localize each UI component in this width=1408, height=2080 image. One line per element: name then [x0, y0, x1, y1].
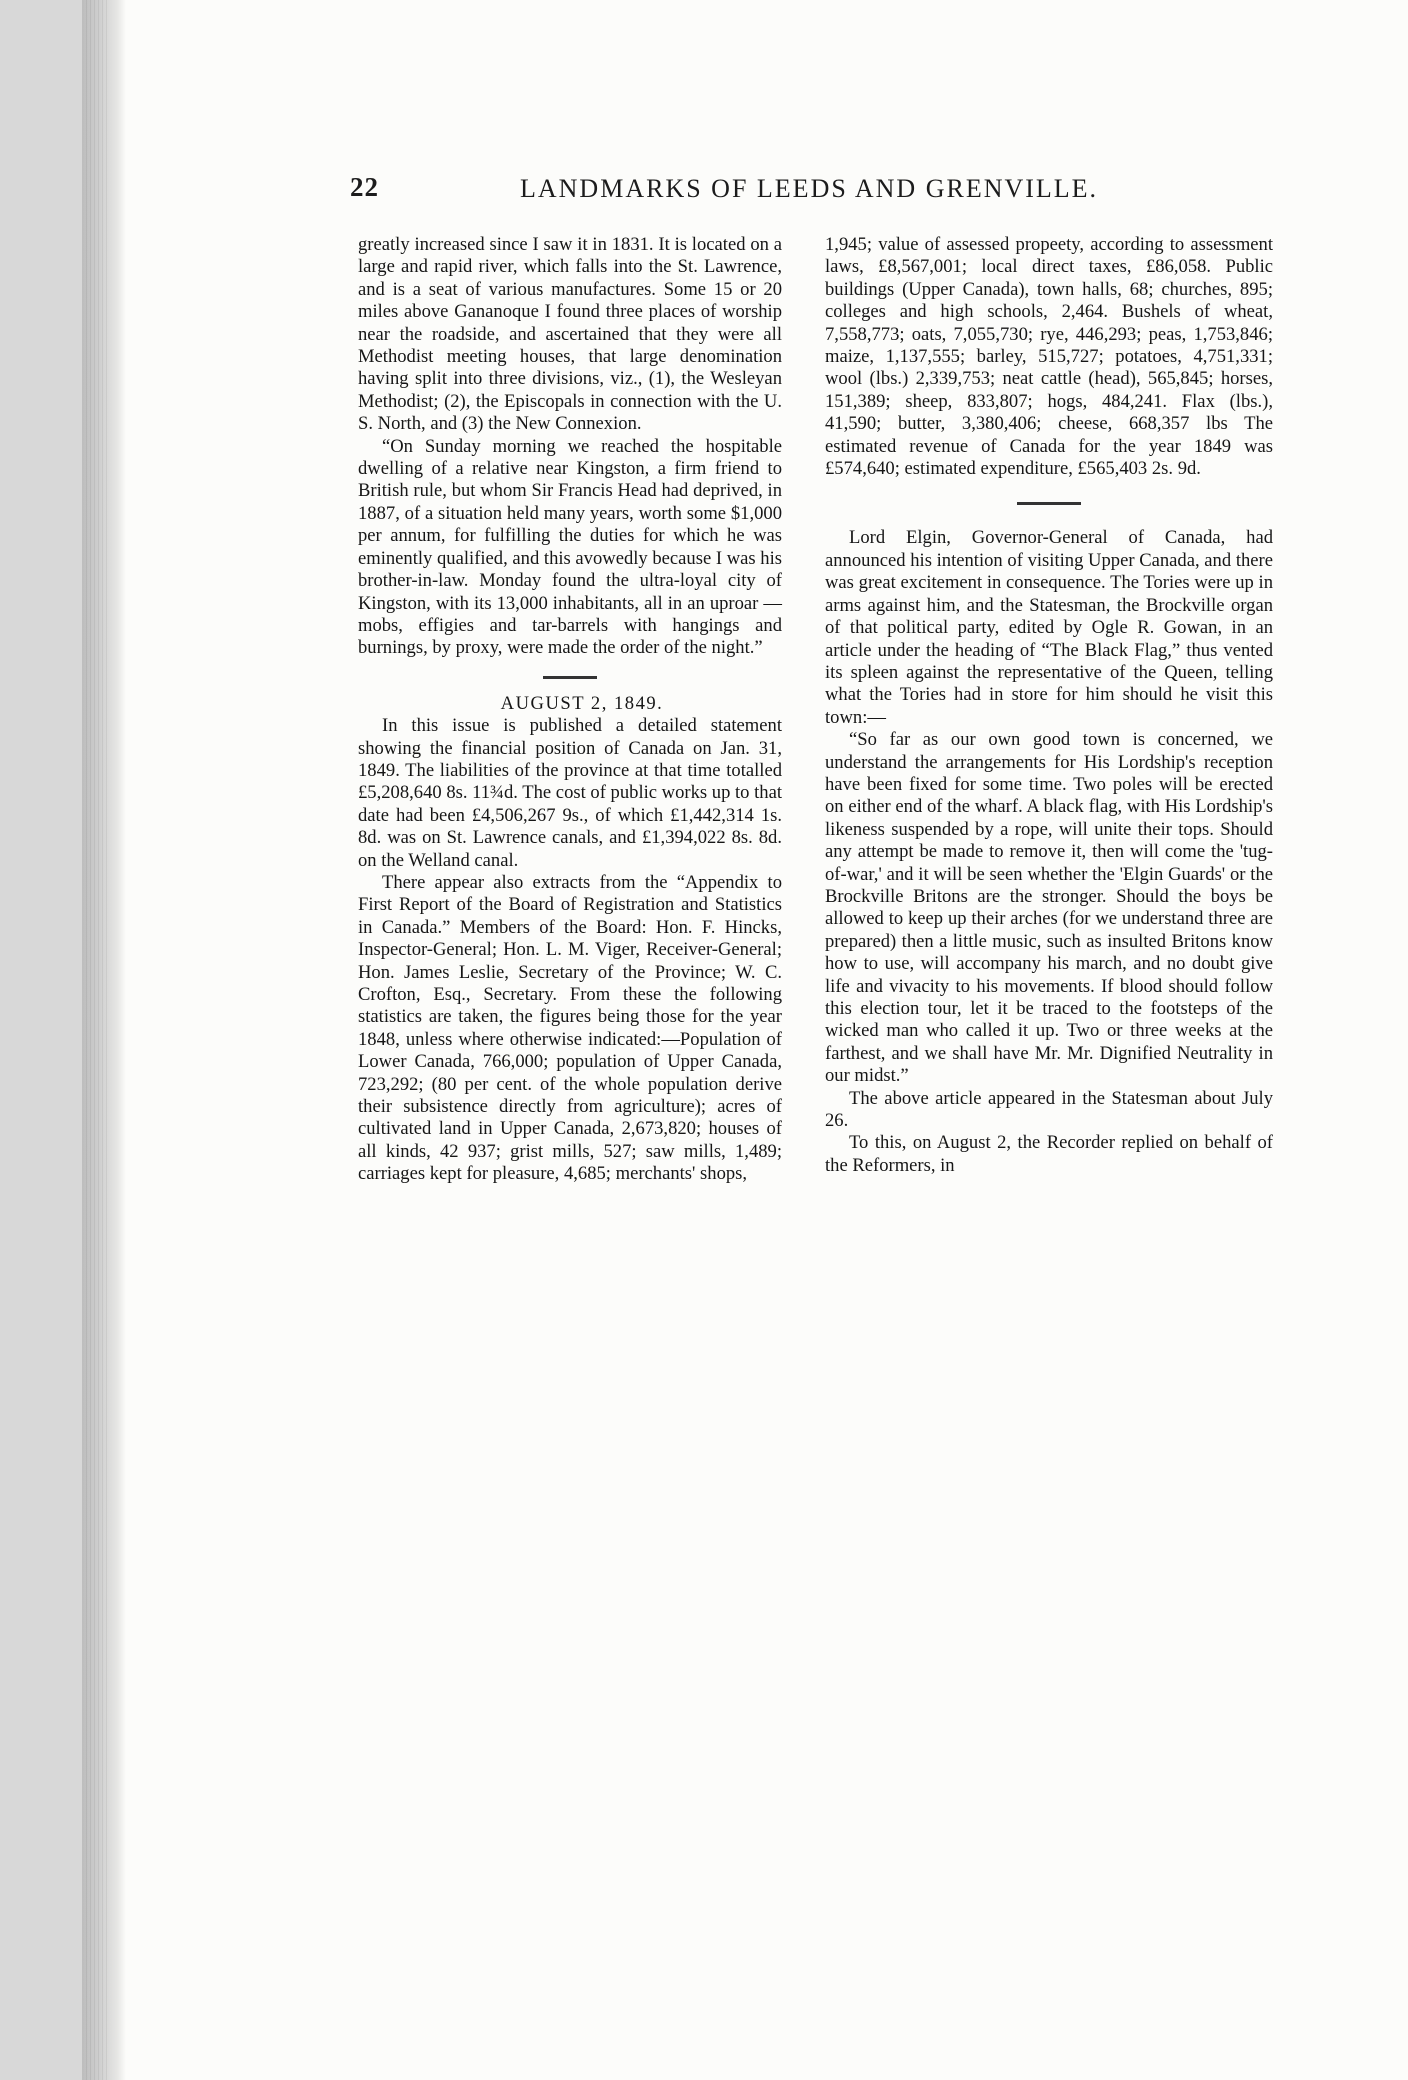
- left-column: [358, 234, 782, 1186]
- paragraph: The above article appeared in the Statesman about July 26.: [825, 1087, 1273, 1132]
- paragraph: “On Sunday morning we reached the hospitable dwelling of a relative near Kingston, a firm friend to British rule, but whom Sir Francis Head had deprived, in 1887, of a situation held many years, worth some $1,000 per annum, for fulfilling the duties for which he was eminently qualified, and this avowedly because I was his brother-in-law. Monday found the ultra-loyal city of Kingston, with its 13,000 inhabitants, all in an uproar —mobs, effigies and tar-barrels with hangings and burnings, by proxy, were made the order of the night.”: [358, 435, 782, 659]
- section-heading: AUGUST 2, 1849.: [500, 692, 664, 714]
- section-divider: [1017, 502, 1081, 505]
- paragraph: greatly increased since I saw it in 1831. It is located on a large and rapid river, which falls into the St. Lawrence, and is a seat of various manufactures. Some 15 or 20 miles above Gananoque I found three places of worship near the roadside, and ascertained that they were all Methodist meeting houses, that large denomination having split into three divisions, viz., (1), the Wesleyan Methodist; (2), the Episcopals in connection with the U. S. North, and (3) the New Connexion.: [358, 234, 782, 435]
- running-head: LANDMARKS OF LEEDS AND GRENVILLE.: [520, 174, 1099, 203]
- page-number: 22: [350, 172, 379, 202]
- right-column: [825, 234, 1273, 1177]
- paragraph: To this, on August 2, the Recorder replied on behalf of the Reformers, in: [825, 1132, 1273, 1176]
- paragraph: 1,945; value of assessed propeety, according to assessment laws, £8,567,001; local direct taxes, £86,058. Public buildings (Upper Canada), town halls, 68; churches, 895; colleges and high schools, 2,464. Bushels of wheat, 7,558,773; oats, 7,055,730; rye, 446,293; peas, 1,753,846; maize, 1,137,555; barley, 515,727; potatoes, 4,751,331; wool (lbs.) 2,339,753; neat cattle (head), 565,845; horses, 151,389; sheep, 833,807; hogs, 484,241. Flax (lbs.), 41,590; butter, 3,380,406; cheese, 668,357 lbs The estimated revenue of Canada for the year 1849 was £574,640; estimated expenditure, £565,403 2s. 9d.: [825, 234, 1273, 480]
- page-header: [350, 172, 1280, 216]
- section-divider: [543, 676, 597, 679]
- paragraph: Lord Elgin, Governor-General of Canada, had announced his intention of visiting Upper Canada, and there was great excitement in consequence. The Tories were up in arms against him, and the Statesman, the Brockville organ of that political party, edited by Ogle R. Gowan, in an article under the heading of “The Black Flag,” thus vented its spleen against the representative of the Queen, telling what the Tories had in store for him should he visit this town:—: [825, 527, 1273, 728]
- page-edge-lines: [86, 0, 108, 2080]
- paragraph: In this issue is published a detailed statement showing the financial position of Canada on Jan. 31, 1849. The liabilities of the province at that time totalled £5,208,640 8s. 11¾d. The cost of public works up to that date had been £4,506,267 9s., of which £1,442,314 1s. 8d. was on St. Lawrence canals, and £1,394,022 8s. 8d. on the Welland canal.: [358, 715, 783, 871]
- paragraph: “So far as our own good town is concerned, we understand the arrangements for His Lordship's reception have been fixed for some time. Two poles will be erected on either end of the wharf. A black flag, with His Lordship's likeness suspended by a rope, will unite their tops. Should any attempt be made to remove it, then will come the 'tug-of-war,' and it will be seen whether the 'Elgin Guards' or the Brockville Britons are the stronger. Should the boys be allowed to keep up their arches (for we understand three are prepared) then a little music, such as insulted Britons know how to use, will accompany his march, and no doubt give life and vivacity to his movements. If blood should follow this election tour, let it be traced to the footsteps of the wicked man who called it up. Two or three weeks at the farthest, and we shall have Mr. Mr. Dignified Neutrality in our midst.”: [825, 729, 1273, 1087]
- paragraph: There appear also extracts from the “Appendix to First Report of the Board of Registration and Statistics in Canada.” Members of the Board: Hon. F. Hincks, Inspector-General; Hon. L. M. Viger, Receiver-General; Hon. James Leslie, Secretary of the Province; W. C. Crofton, Esq., Secretary. From these the following statistics are taken, the figures being those for the year 1848, unless where otherwise indicated:—Population of Lower Canada, 766,000; population of Upper Canada, 723,292; (80 per cent. of the whole population derive their subsistence directly from agriculture); acres of cultivated land in Upper Canada, 2,673,820; houses of all kinds, 42 937; grist mills, 527; saw mills, 1,489; carriages kept for pleasure, 4,685; merchants' shops,: [358, 871, 782, 1185]
